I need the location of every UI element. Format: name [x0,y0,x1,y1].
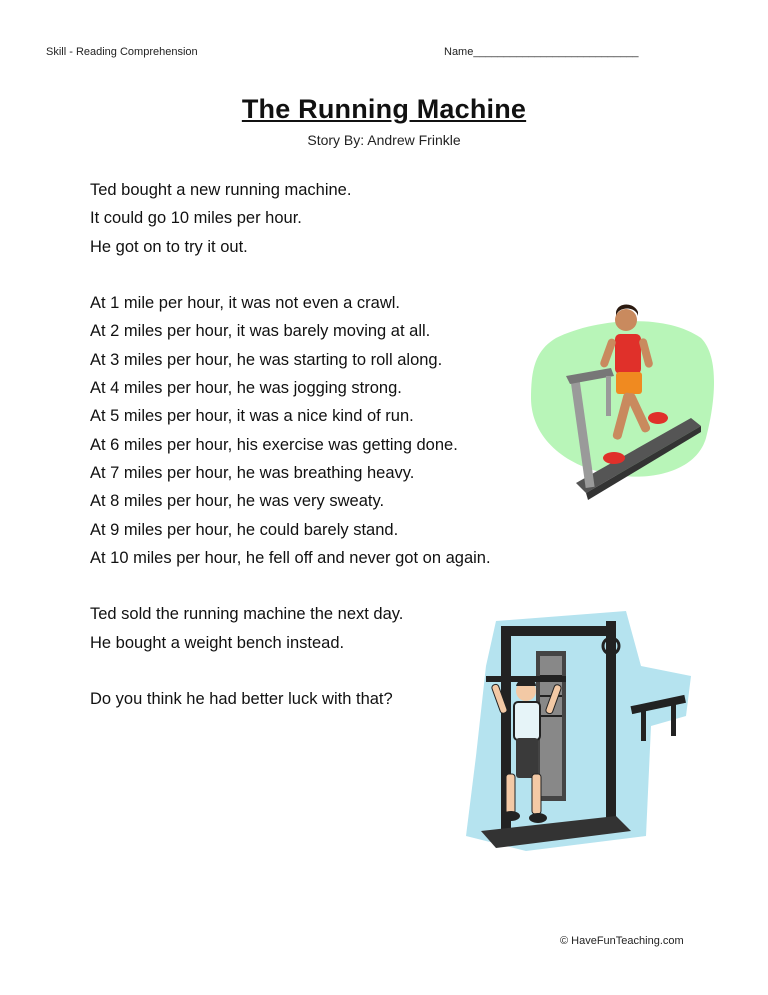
story-question: Do you think he had better luck with that? [90,690,393,709]
story-line: At 5 miles per hour, it was a nice kind of run. [90,407,414,426]
story-line: At 7 miles per hour, he was breathing heavy. [90,463,415,482]
story-line: At 4 miles per hour, he was jogging strong. [90,379,402,398]
story-title: The Running Machine [241,94,527,124]
story-line: At 10 miles per hour, he fell off and never got on again. [90,548,491,567]
story-line: He got on to try it out. [90,237,248,256]
story-line: It could go 10 miles per hour. [90,209,302,228]
story-line: At 2 miles per hour, it was barely moving at all. [90,322,431,341]
story-line: He bought a weight bench instead. [90,633,345,652]
copyright-footer: © HaveFunTeaching.com [560,935,684,947]
name-field-label: Name___________________________ [444,46,639,58]
skill-label: Skill - Reading Comprehension [46,46,198,58]
story-line: Ted sold the running machine the next day. [90,605,404,624]
story-line: Ted bought a new running machine. [90,181,352,199]
paragraph-gap [90,657,491,685]
story-line: At 1 mile per hour, it was not even a crawl. [90,294,400,313]
story-line: At 3 miles per hour, he was starting to roll along. [90,350,443,369]
story-line: At 8 miles per hour, he was very sweaty. [90,492,385,511]
paragraph-gap [90,261,491,289]
story-line: At 6 miles per hour, his exercise was getting done. [90,435,458,454]
treadmill-runner-illustration [526,298,716,508]
paragraph-gap [90,572,491,600]
story-body [90,176,491,714]
story-line: At 9 miles per hour, he could barely stand. [90,520,399,539]
story-byline: Story By: Andrew Frinkle [307,132,461,148]
weight-machine-illustration [466,606,696,856]
